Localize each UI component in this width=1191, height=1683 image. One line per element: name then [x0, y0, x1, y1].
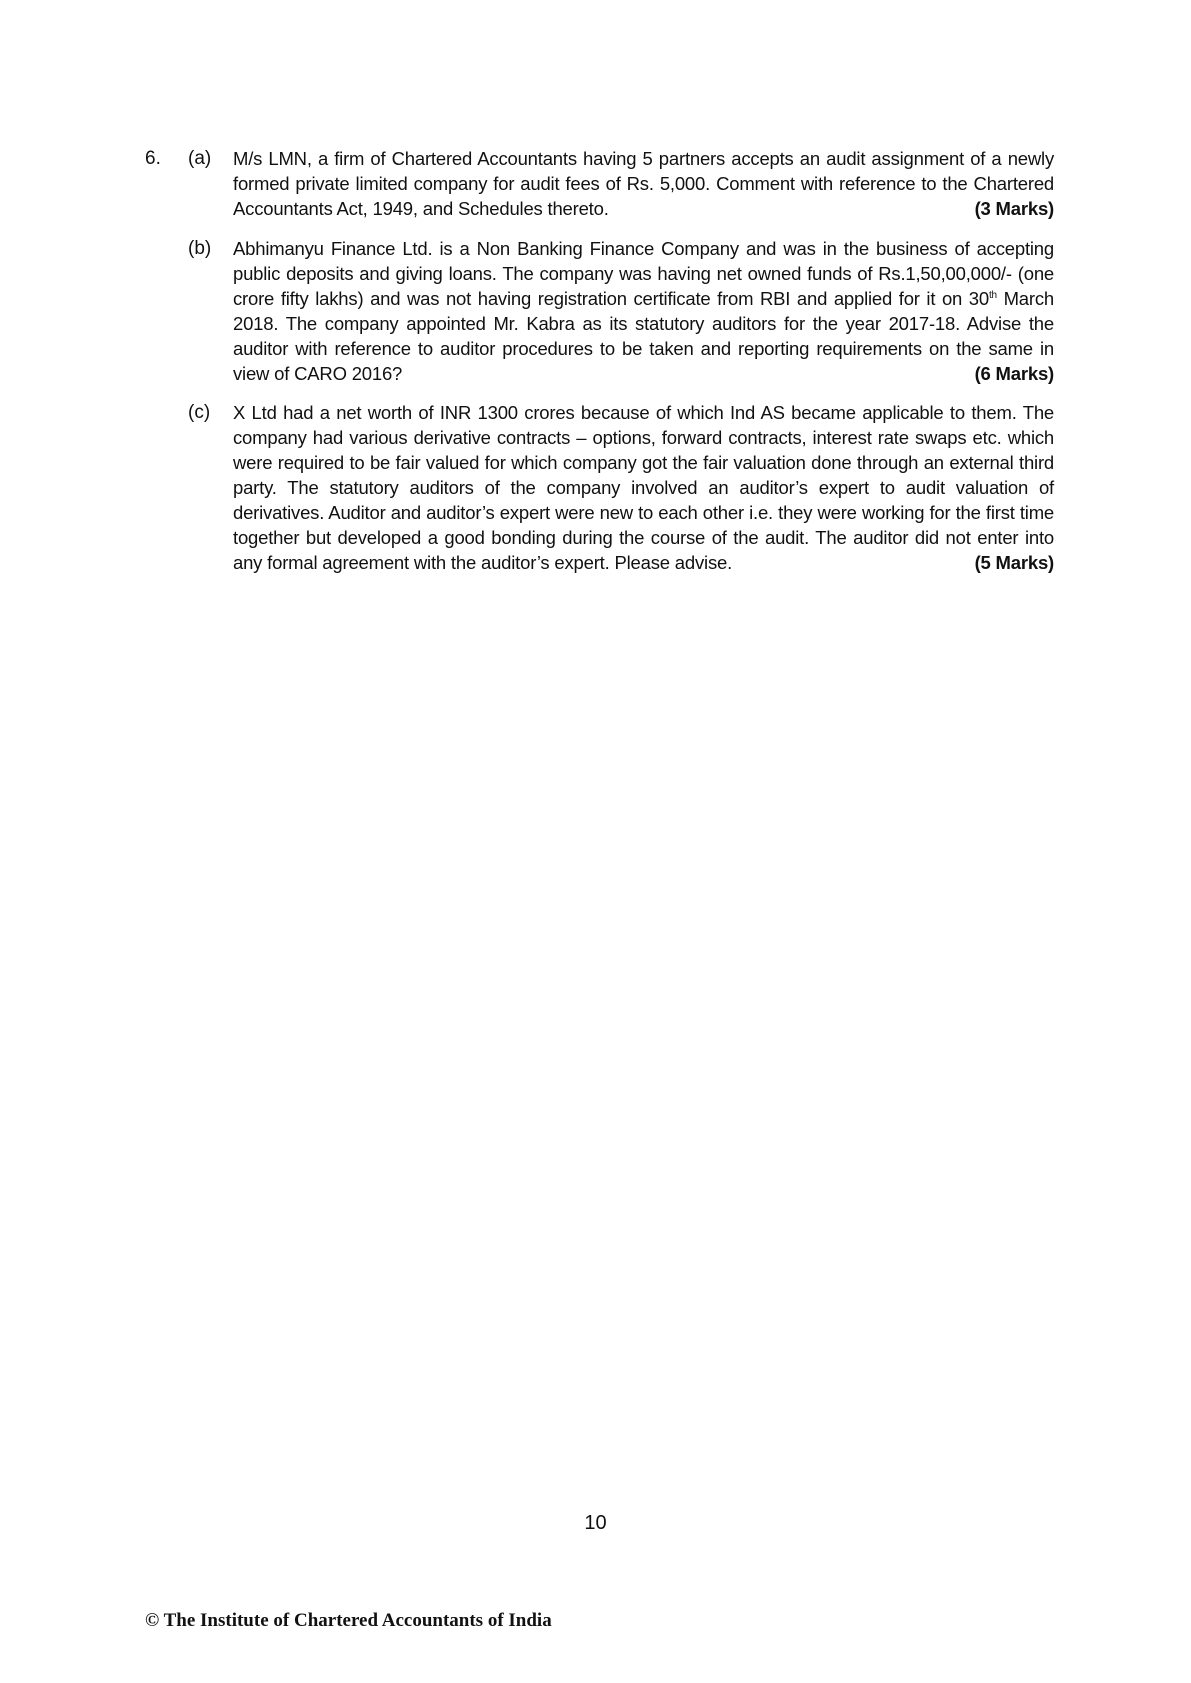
page-number: 10 [584, 1512, 607, 1534]
part-text-block [233, 146, 1054, 221]
ordinal-suffix: th [988, 289, 997, 301]
part-text-block [233, 236, 1054, 386]
part-text-continued: March 2018. The company appointed Mr. Kabra as its statutory auditors for the year 2017-18. Advise the auditor with reference to auditor procedures to be taken and reporting requirements on the same in view of CARO 2016? [233, 288, 1054, 384]
part-label: (a) [188, 148, 212, 169]
marks-label: (6 Marks) [974, 363, 1054, 384]
part-text-block [233, 400, 1054, 575]
part-text: X Ltd had a net worth of INR 1300 crores because of which Ind AS became applicable to them. The company had various derivative contracts – options, forward contracts, interest rate swaps etc. which were required to be fair valued for which company got the fair valuation done through an external third party. The statutory auditors of the company involved an auditor’s expert to audit valuation of derivatives. Auditor and auditor’s expert were new to each other i.e. they were working for the first time together but developed a good bonding during the course of the audit. The auditor did not enter into any formal agreement with the auditor’s expert. Please advise. [233, 402, 1054, 573]
part-text: M/s LMN, a firm of Chartered Accountants having 5 partners accepts an audit assignment of a newly formed private limited company for audit fees of Rs. 5,000. Comment with reference to the Chartered Accountants Act, 1949, and Schedules thereto. [233, 148, 1054, 219]
part-text: Abhimanyu Finance Ltd. is a Non Banking Finance Company and was in the business of accepting public deposits and giving loans. The company was having net owned funds of Rs.1,50,00,000/- (one crore fifty lakhs) and was not having registration certificate from RBI and applied for it on 30 [233, 238, 1054, 309]
marks-label: (3 Marks) [974, 198, 1054, 219]
question-number: 6. [145, 148, 161, 169]
part-label: (b) [188, 238, 212, 259]
part-label: (c) [188, 402, 211, 423]
marks-label: (5 Marks) [974, 552, 1054, 573]
footer-copyright: © The Institute of Chartered Accountants of India [145, 1610, 552, 1631]
